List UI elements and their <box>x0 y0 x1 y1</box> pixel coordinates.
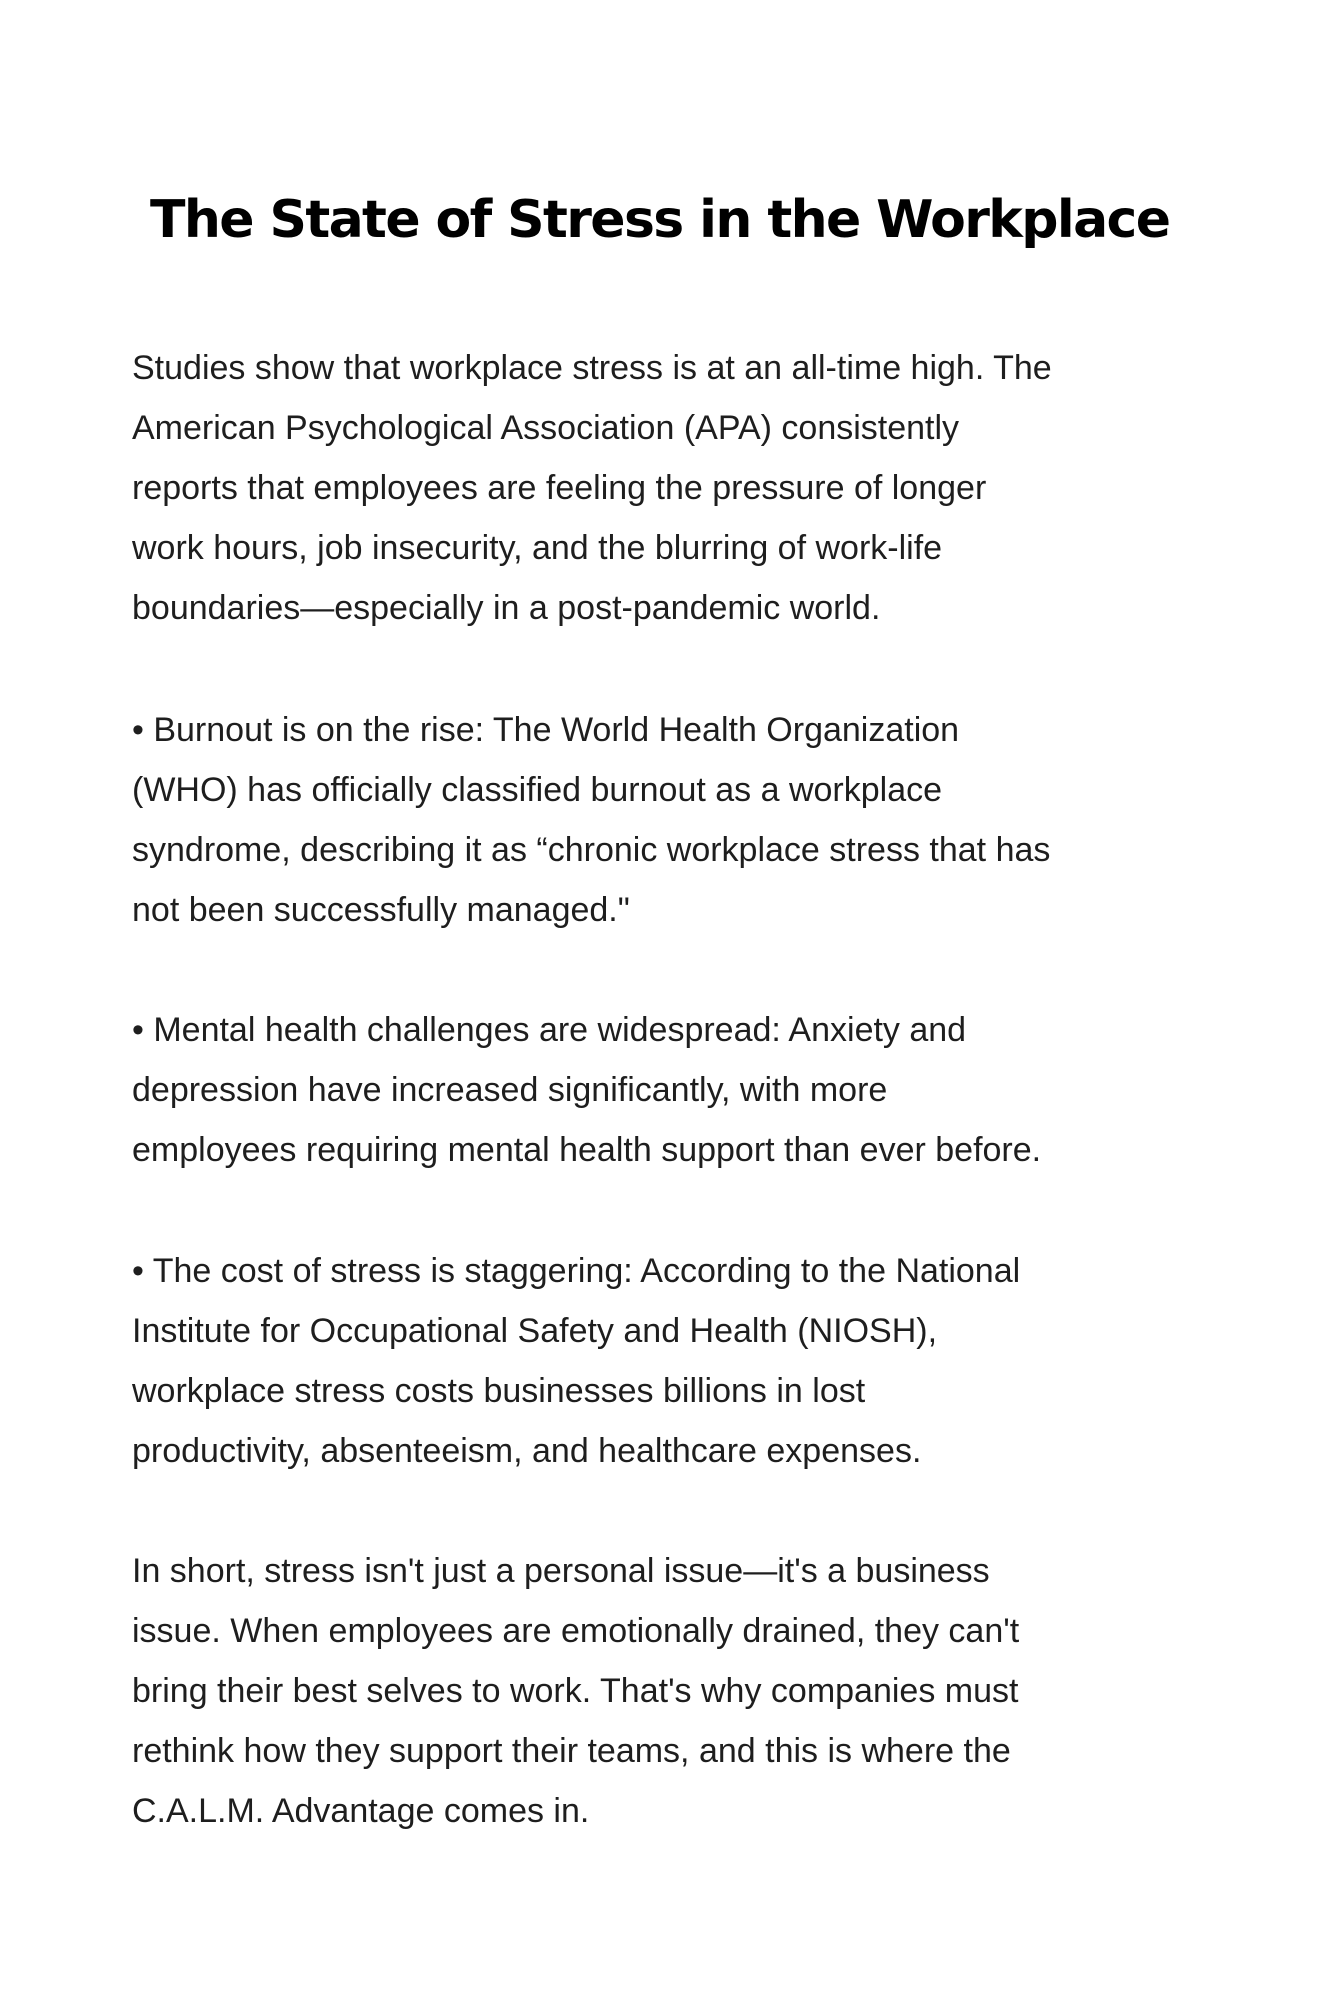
text-line: rethink how they support their teams, and this is where the <box>132 1732 1011 1770</box>
bullet-burnout <box>132 700 1050 940</box>
text-line: • The cost of stress is staggering: According to the National <box>132 1252 1021 1290</box>
text-line: bring their best selves to work. That's why companies must <box>132 1672 1019 1710</box>
text-line: syndrome, describing it as “chronic workplace stress that has <box>132 831 1051 869</box>
text-line: Studies show that workplace stress is at an all-time high. The <box>132 349 1052 387</box>
text-line: boundaries—especially in a post-pandemic world. <box>132 589 881 627</box>
text-line: C.A.L.M. Advantage comes in. <box>132 1792 590 1830</box>
text-line: reports that employees are feeling the pressure of longer <box>132 469 987 507</box>
text-line: depression have increased significantly, with more <box>132 1071 888 1109</box>
bullet-cost-of-stress <box>132 1241 1020 1481</box>
bullet-mental-health <box>132 1000 1041 1180</box>
text-line: In short, stress isn't just a personal issue—it's a business <box>132 1552 990 1590</box>
text-line: issue. When employees are emotionally drained, they can't <box>132 1612 1020 1650</box>
conclusion-paragraph <box>132 1541 1019 1841</box>
text-line: (WHO) has officially classified burnout as a workplace <box>132 771 943 809</box>
text-line: productivity, absenteeism, and healthcare expenses. <box>132 1432 922 1470</box>
text-line: employees requiring mental health support than ever before. <box>132 1131 1042 1169</box>
text-line: Institute for Occupational Safety and Health (NIOSH), <box>132 1312 938 1350</box>
text-line: work hours, job insecurity, and the blurring of work-life <box>132 529 943 567</box>
intro-paragraph <box>132 338 1052 638</box>
text-line: American Psychological Association (APA) consistently <box>132 409 960 447</box>
page-title: The State of Stress in the Workplace <box>150 190 1170 250</box>
text-line: • Mental health challenges are widespread: Anxiety and <box>132 1011 967 1049</box>
text-line: • Burnout is on the rise: The World Health Organization <box>132 711 960 749</box>
text-line: not been successfully managed." <box>132 891 630 929</box>
text-line: workplace stress costs businesses billions in lost <box>132 1372 866 1410</box>
